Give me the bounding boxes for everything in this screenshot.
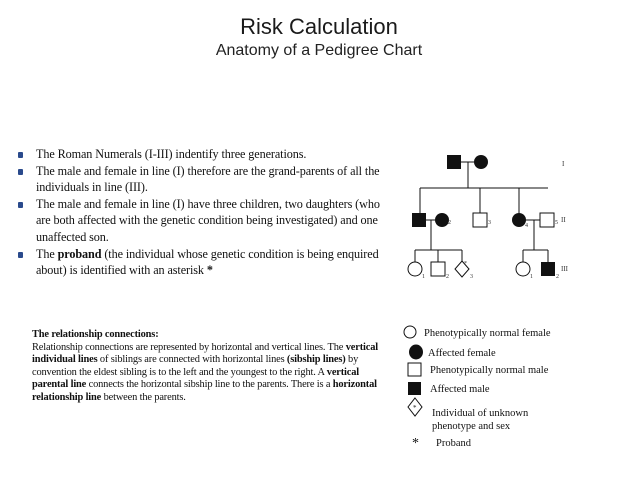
normal-male-symbol [473, 213, 487, 227]
connections-heading: The relationship connections: [32, 329, 159, 340]
normal-female-symbol [408, 262, 422, 276]
legend-label: Phenotypically normal male [430, 365, 549, 376]
bullet-bold-text: proband [57, 246, 102, 261]
bullet-marker [18, 152, 23, 158]
bullet-text: The male and female in line (I) have three children, two daughters (who are both affected with the genetic condition being investigated) and one unaffected son. [36, 196, 380, 244]
affected-female-symbol [435, 213, 449, 227]
bullet-item [18, 163, 390, 196]
individual-number: 1 [422, 274, 425, 280]
affected-male-symbol [412, 213, 426, 227]
legend-label: Proband [436, 438, 471, 449]
legend-label: Individual of unknown [432, 408, 529, 419]
generation-label-ii: II [561, 216, 566, 224]
legend-label: Affected male [430, 384, 490, 395]
normal-male-symbol [431, 262, 445, 276]
legend-label: Affected female [428, 348, 496, 359]
individual-number: 2 [556, 274, 559, 280]
relationship-connections-block [32, 329, 392, 405]
affected-female-symbol [512, 213, 526, 227]
normal-male-legend-icon [408, 363, 421, 376]
slide-subtitle: Anatomy of a Pedigree Chart [215, 42, 423, 59]
bullet-marker [18, 169, 23, 175]
affected-male-symbol [447, 155, 461, 169]
slide-title: Risk Calculation [240, 14, 398, 39]
bullet-text: The male and female in line (I) therefore are the grand-parents of all the individuals in line (III). [36, 163, 380, 195]
bullet-bold-text: * [206, 263, 213, 278]
pedigree-chart [398, 140, 598, 305]
asterisk-legend-icon: * [412, 436, 419, 451]
connections-text: Relationship connections are represented by horizontal and vertical lines. The [32, 341, 346, 353]
connections-bold-text: vertical parental line [32, 366, 360, 391]
proband-marker: * [464, 261, 467, 267]
bullet-marker [18, 202, 23, 208]
legend-label: Phenotypically normal female [424, 328, 551, 339]
pedigree-legend [398, 322, 598, 452]
connections-bold-text: vertical individual lines [32, 341, 378, 366]
connections-bold-text: (sibship lines) [286, 354, 346, 366]
connections-bold-text: horizontal relationship line [32, 379, 377, 403]
bullet-item [18, 246, 390, 279]
affected-male-symbol [541, 262, 555, 276]
affected-female-symbol [474, 155, 488, 169]
connections-text: between the parents. [101, 391, 186, 403]
connections-text: connects the horizontal sibship line to the parents. There is a [86, 379, 333, 391]
bullet-text: The [36, 246, 58, 261]
bullet-text: (the individual whose genetic condition is being enquired about) is identified with an asterisk [36, 246, 379, 278]
individual-number: 3 [488, 220, 491, 226]
individual-number: 4 [525, 223, 528, 229]
bullet-list [18, 146, 390, 279]
affected-male-legend-icon [408, 382, 421, 395]
individual-number: 5 [555, 220, 558, 226]
bullet-item [18, 196, 390, 246]
normal-female-legend-icon [404, 326, 416, 338]
bullet-item [18, 146, 390, 163]
connections-body [32, 342, 392, 405]
individual-number: 2 [446, 274, 449, 280]
generation-label-iii: III [561, 265, 568, 273]
individual-number: 1 [530, 274, 533, 280]
individual-number: 2 [448, 220, 451, 226]
connections-text: of siblings are connected with horizontal lines [97, 354, 287, 366]
bullet-marker [18, 252, 23, 258]
individual-number: 3 [470, 274, 473, 280]
affected-female-legend-icon [409, 345, 423, 360]
connections-text: by convention the eldest sibling is to the left and the youngest to the right. A [32, 354, 359, 378]
generation-label-i: I [562, 160, 565, 168]
normal-male-symbol [540, 213, 554, 227]
bullet-text: The Roman Numerals (I-III) indentify three generations. [36, 147, 307, 161]
legend-diamond-marker: * [413, 404, 417, 412]
legend-label-line2: phenotype and sex [432, 421, 511, 432]
normal-female-symbol [516, 262, 530, 276]
